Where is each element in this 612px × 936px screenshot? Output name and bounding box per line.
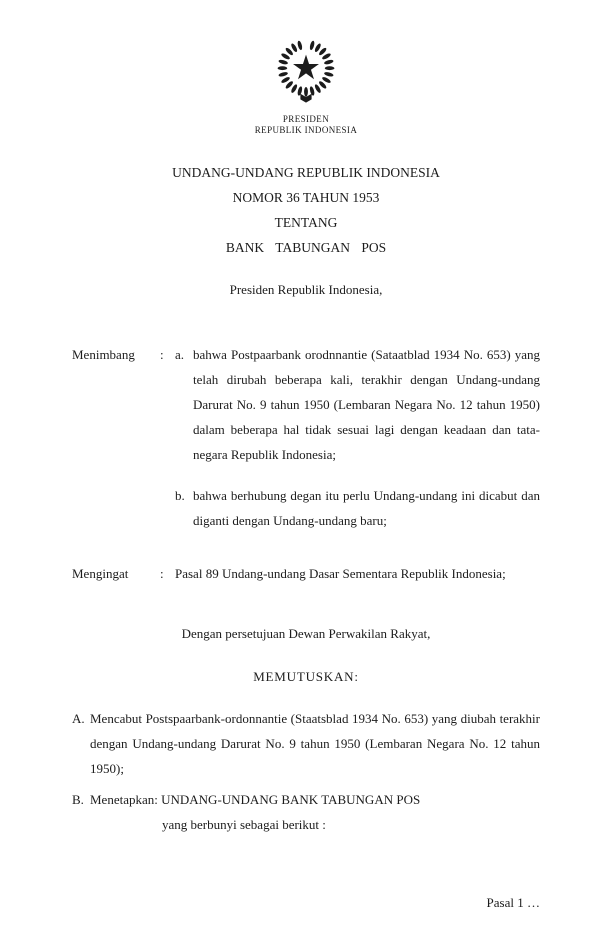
menimbang-items (175, 342, 540, 533)
decision-b-text: Menetapkan: UNDANG-UNDANG BANK TABUNGAN POS (90, 792, 421, 807)
menimbang-label: Menimbang (72, 347, 135, 362)
mengingat-label: Mengingat (72, 566, 129, 581)
catchword-pasal-1: Pasal 1 … (486, 895, 540, 910)
item-b-text: bahwa berhubung degan itu perlu Undang-undang ini dicabut dan diganti dengan Undang-undang baru; (193, 488, 540, 528)
menimbang-item-a (175, 342, 540, 467)
title-line-subject: BANK TABUNGAN POS (225, 240, 387, 255)
menimbang-item-b (175, 483, 540, 533)
persetujuan-line: Dengan persetujuan Dewan Perwakilan Rakyat, (181, 626, 431, 641)
menimbang-section (72, 342, 540, 533)
document-title-block (72, 160, 540, 260)
star-icon (293, 55, 319, 80)
decision-b (72, 787, 540, 812)
org-republik-indonesia: REPUBLIK INDONESIA (254, 125, 358, 135)
title-line-tentang: TENTANG (274, 215, 338, 230)
mengingat-colon: : (160, 566, 164, 581)
title-line-number: NOMOR 36 TAHUN 1953 (232, 190, 380, 205)
decision-a-marker: A. (72, 711, 85, 726)
decision-a-text: Mencabut Postspaarbank-ordonnantie (Staatsblad 1934 No. 653) yang diubah terakhir dengan Undang-undang Darurat No. 9 tahun 1950 (Lembaran Negara No. 12 tahun 1950); (90, 711, 540, 776)
mengingat-text: Pasal 89 Undang-undang Dasar Sementara Republik Indonesia; (175, 566, 506, 581)
memutuskan-heading: MEMUTUSKAN: (253, 669, 359, 684)
presidential-seal-emblem (72, 28, 540, 114)
menimbang-colon: : (160, 347, 164, 362)
item-a-marker: a. (175, 347, 185, 362)
item-a-text: bahwa Postpaarbank orodnnantie (Sataatblad 1934 No. 653) yang telah dirubah beberapa kali, terakhir dengan Undang-undang Darurat No. 9 tahun 1950 (Lembaran Negara No. 12 tahun 1950) dalam beberapa hal tidak sesuai lagi dengan keadaan dan tata-negara Republik Indonesia; (193, 347, 540, 462)
org-presiden: PRESIDEN (282, 114, 330, 124)
decision-b-marker: B. (72, 792, 84, 807)
star-wreath-icon (266, 28, 346, 110)
decision-a (72, 706, 540, 781)
decisions-section (72, 706, 540, 837)
title-line-law: UNDANG-UNDANG REPUBLIK INDONESIA (172, 165, 440, 180)
salutation: Presiden Republik Indonesia, (229, 282, 383, 297)
decision-b-subline: yang berbunyi sebagai berikut : (162, 817, 326, 832)
item-b-marker: b. (175, 488, 185, 503)
mengingat-section (72, 561, 540, 586)
